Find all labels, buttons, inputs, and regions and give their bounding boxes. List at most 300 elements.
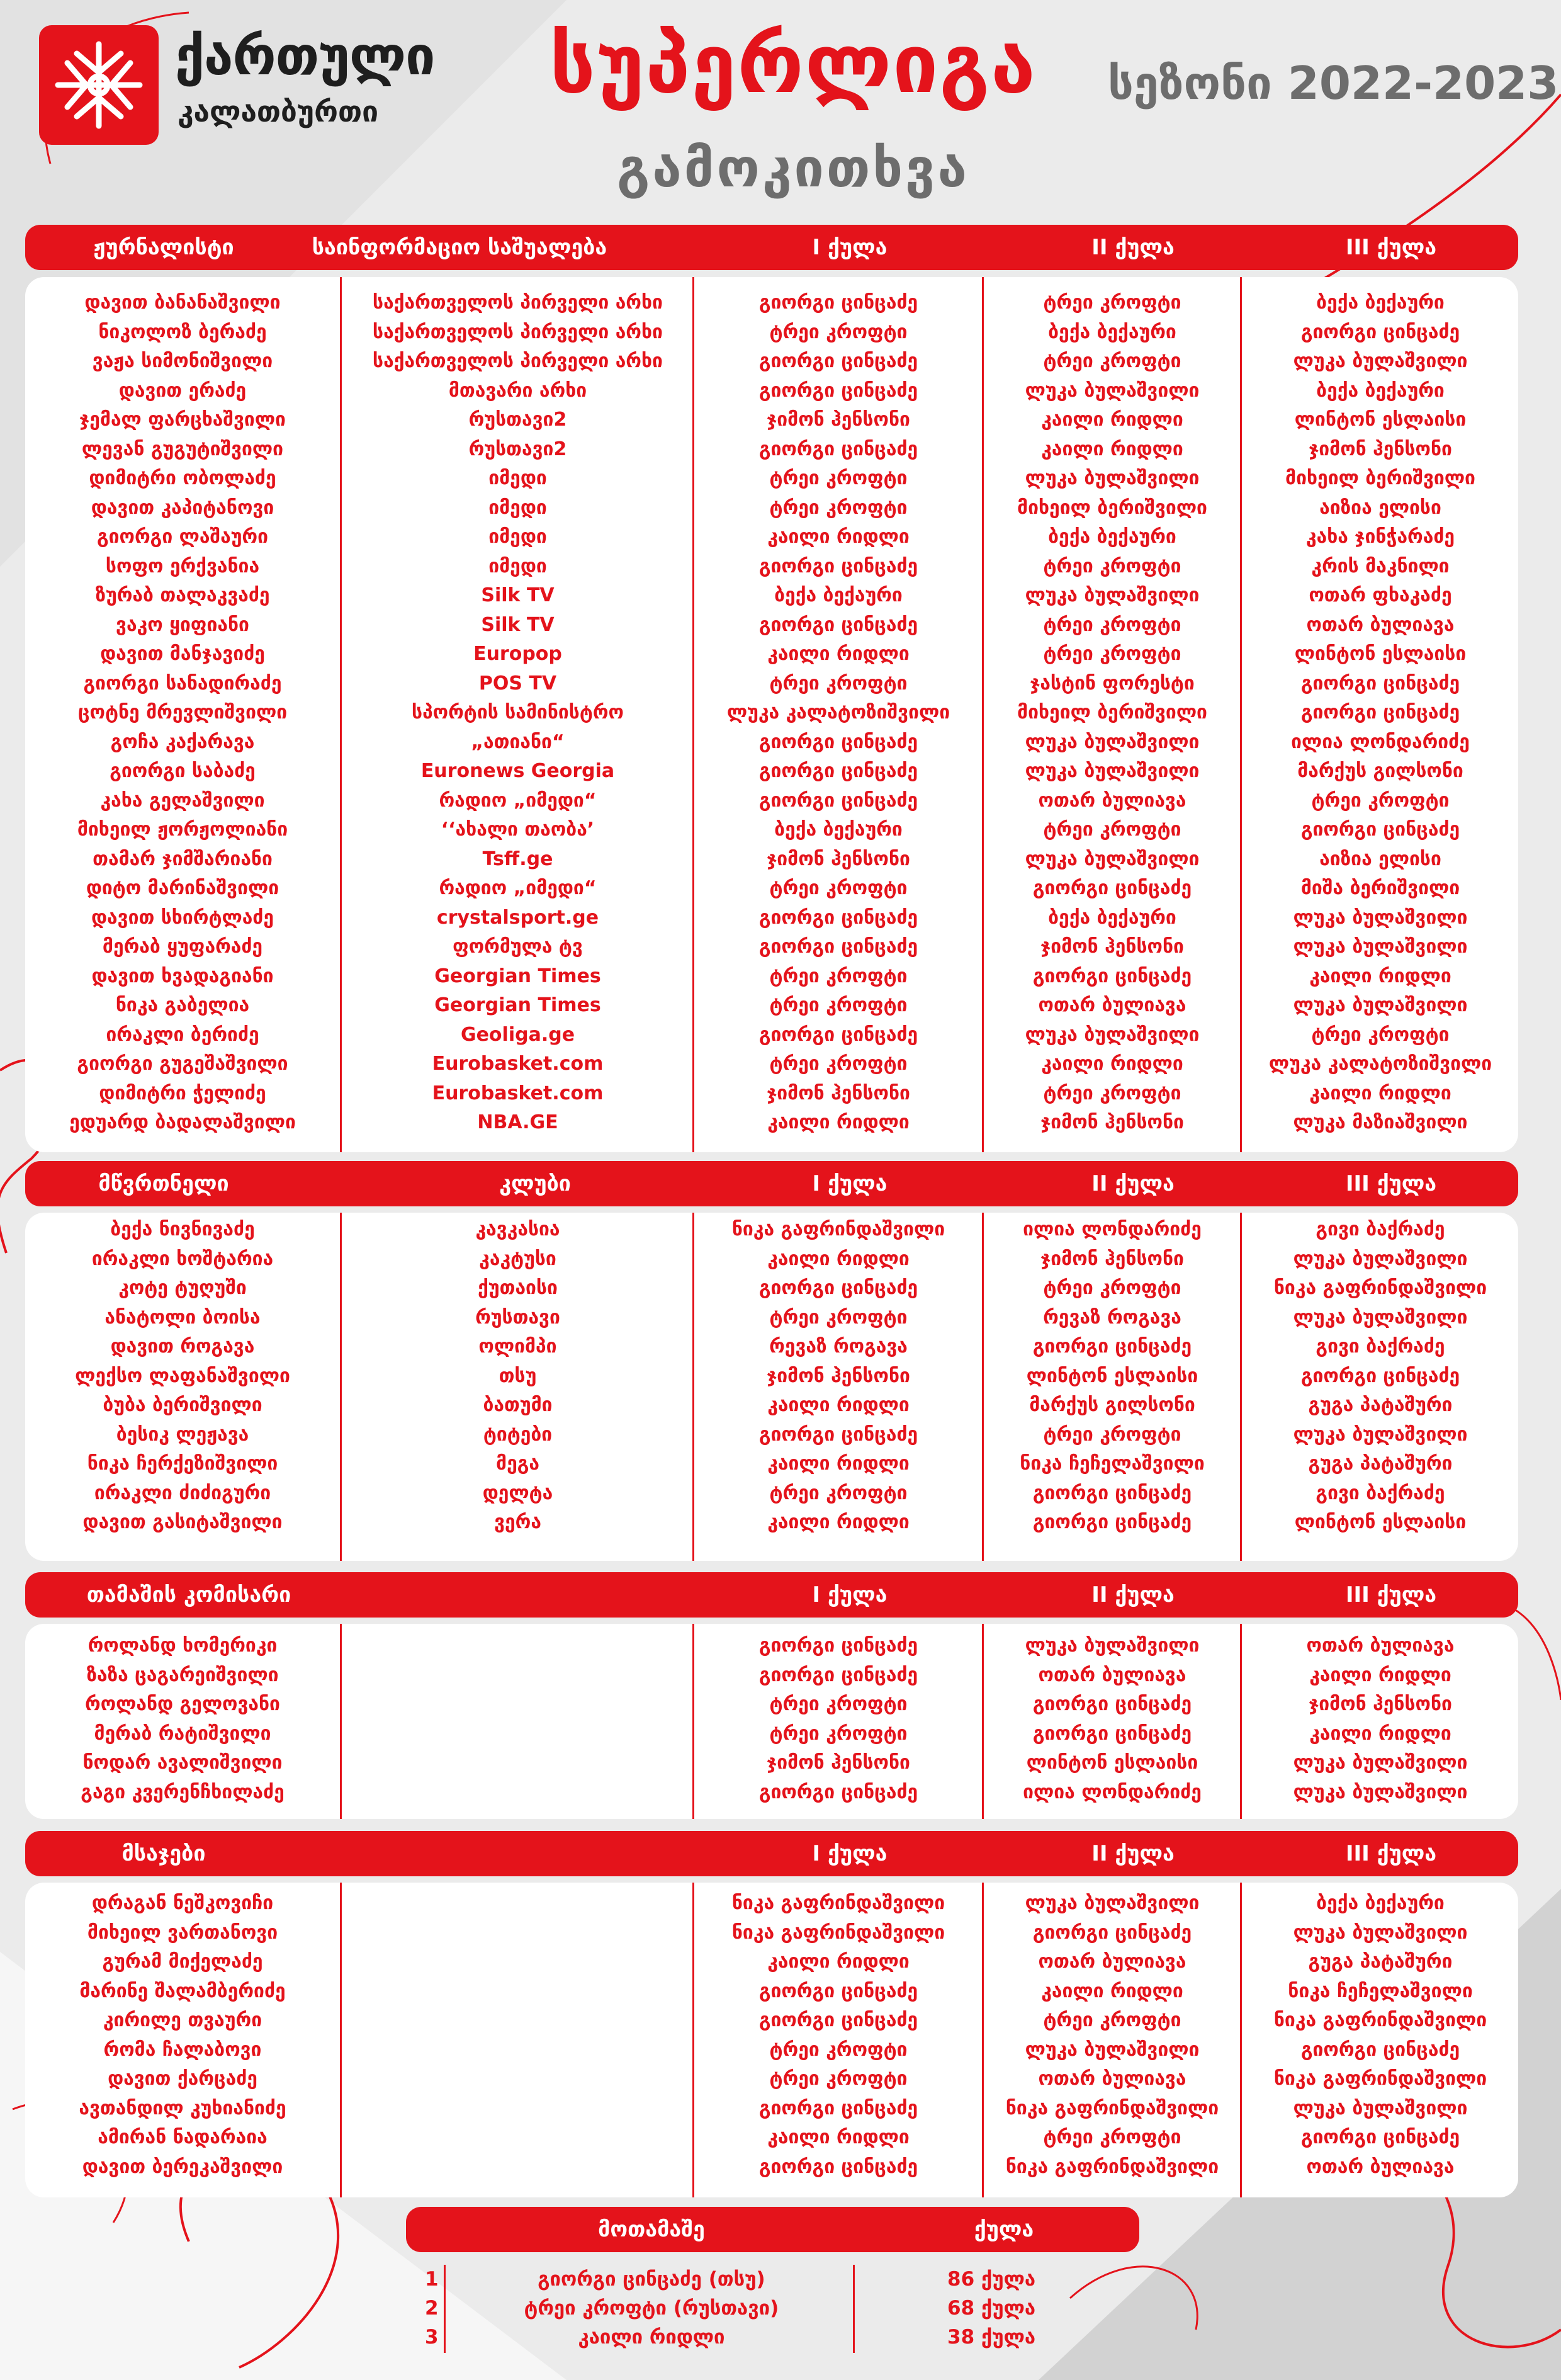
list-item: მიხეილ ბერიშვილი: [1017, 701, 1207, 723]
list-item: ვაჟა სიმონიშვილი: [92, 350, 273, 372]
list-item: დავით ხვადაგიანი: [91, 965, 274, 987]
list-item: დიმიტრი ჭელიძე: [99, 1082, 266, 1104]
list-item: ჯემალ ფარცხაშვილი: [79, 409, 286, 431]
list-item: ტრეი კროფტი: [769, 1053, 908, 1075]
header-points-1: I ქულა: [812, 235, 888, 260]
list-item: გუგა პატაშური: [1308, 1951, 1453, 1973]
list-item: ოლიმპი: [478, 1335, 557, 1357]
list-item: ოთარ ბულიავა: [1306, 2155, 1455, 2178]
list-item: ტრეი კროფტი: [769, 496, 908, 519]
list-item: კაილი რიდლი: [767, 643, 910, 665]
list-item: რადიო „იმედი“: [439, 789, 597, 812]
list-item: ბექა ბექაური: [1048, 320, 1176, 343]
list-item: ტრეი კროფტი: [769, 877, 908, 899]
list-item: გიორგი გუგეშაშვილი: [77, 1053, 288, 1075]
list-item: ლუკა ბულაშვილი: [1293, 1423, 1468, 1446]
header-coach: მწვრთნელი: [98, 1171, 229, 1196]
list-item: ბათუმი: [483, 1394, 553, 1416]
list-item: ლევან გუგუტიშვილი: [81, 438, 284, 460]
list-item: ლუკა ბულაშვილი: [1293, 1781, 1468, 1803]
list-item: ნიკა გაფრინდაშვილი: [731, 1892, 945, 1914]
list-item: რუსთავი: [475, 1306, 560, 1329]
list-item: ირაკლი ძიძიგური: [94, 1482, 271, 1504]
list-item: ჯიმონ ჰენსონი: [1040, 1111, 1184, 1133]
list-item: გიორგი ცინცაძე: [758, 906, 918, 929]
commissioners-header-bar: [25, 1572, 1518, 1618]
list-item: ლუკა ბულაშვილი: [1293, 936, 1468, 958]
list-item: კაილი რიდლი: [767, 1111, 910, 1133]
list-item: ტრეი კროფტი: [769, 1722, 908, 1745]
list-item: დავით როგავა: [110, 1335, 255, 1357]
list-item: ტრეი კროფტი: [1043, 1277, 1181, 1299]
list-item: ლუკა ბულაშვილი: [1025, 1635, 1200, 1657]
list-item: ნიკა გაფრინდაშვილი: [1005, 2155, 1219, 2178]
results-table: [406, 2265, 1035, 2353]
list-item: ლუკა ბულაშვილი: [1025, 1892, 1200, 1914]
header-points-1: I ქულა: [812, 1841, 888, 1866]
list-item: გიორგი ცინცაძე: [758, 1023, 918, 1046]
list-item: ტრეი კროფტი: [1311, 789, 1450, 812]
list-item: დავით ქარცაძე: [108, 2068, 257, 2090]
list-item: კახა ჯინჭარაძე: [1305, 526, 1455, 548]
list-item: ტრეი კროფტი: [769, 2068, 908, 2090]
list-item: ჯიმონ ჰენსონი: [1040, 936, 1184, 958]
list-item: იმედი: [488, 467, 547, 489]
journalists-header-bar: [25, 225, 1518, 270]
list-item: მეგა: [496, 1453, 539, 1475]
list-item: ლუკა მაზიაშვილი: [1293, 1111, 1468, 1133]
header-points-1: I ქულა: [812, 1582, 888, 1607]
list-item: მიშა ბერიშვილი: [1300, 877, 1460, 899]
list-item: ჯიმონ ჰენსონი: [767, 1364, 910, 1387]
list-item: ოთარ ბულიავა: [1038, 2068, 1186, 2090]
list-item: Euronews Georgia: [420, 760, 615, 782]
list-item: ილია ლონდარიძე: [1023, 1218, 1202, 1240]
list-item: გიორგი ცინცაძე: [1032, 965, 1192, 987]
list-item: აიზია ელისი: [1319, 496, 1441, 519]
header-points-2: II ქულა: [1091, 1841, 1175, 1866]
list-item: ბექა ბექაური: [774, 584, 903, 606]
list-item: გიორგი ცინცაძე: [758, 1277, 918, 1299]
list-item: გიორგი ცინცაძე: [1032, 1693, 1192, 1715]
list-item: ‘‘ახალი თაობა’: [441, 819, 595, 841]
list-item: ტრეი კროფტი: [1043, 2126, 1181, 2148]
list-item: ვერა: [494, 1511, 541, 1533]
list-item: ტრეი კროფტი: [1043, 292, 1181, 314]
list-item: გიორგი ცინცაძე: [758, 1980, 918, 2002]
list-item: კაილი რიდლი: [767, 1511, 910, 1533]
list-item: ნიკა გაფრინდაშვილი: [1005, 2097, 1219, 2119]
referee-names: [25, 1889, 340, 2182]
list-item: ოთარ ფხაკაძე: [1309, 584, 1452, 606]
list-item: გივი ბაქრაძე: [1316, 1335, 1445, 1357]
list-item: ჯიმონ ჰენსონი: [1309, 438, 1452, 460]
commissioners-panel: [25, 1624, 1518, 1819]
list-item: კაილი რიდლი: [1041, 1053, 1183, 1075]
list-item: გიორგი ცინცაძე: [758, 555, 918, 577]
list-item: ნიკა ჩერქეზიშვილი: [87, 1453, 278, 1475]
referees-panel: [25, 1883, 1518, 2197]
header-referee: მსაჯები: [121, 1841, 206, 1866]
coaches-header-bar: [25, 1161, 1518, 1206]
list-item: გიორგი ცინცაძე: [758, 292, 918, 314]
list-item: გიორგი ცინცაძე: [1032, 877, 1192, 899]
result-points: 38 ქულა: [947, 2326, 1036, 2349]
list-item: გიორგი ცინცაძე: [1300, 1364, 1460, 1387]
referee-points-1: [695, 1889, 982, 2182]
header-points-2: II ქულა: [1091, 235, 1175, 260]
header-points-3: III ქულა: [1345, 1841, 1437, 1866]
list-item: თამარ ჯიმშარიანი: [93, 847, 273, 870]
list-item: დიტო მარინაშვილი: [86, 877, 279, 899]
list-item: გივი ბაქრაძე: [1316, 1218, 1445, 1240]
header-player: მოთამაშე: [598, 2217, 705, 2242]
header-points-1: I ქულა: [812, 1171, 888, 1196]
list-item: გიორგი ცინცაძე: [758, 1781, 918, 1803]
list-item: Eurobasket.com: [432, 1082, 604, 1104]
list-item: ტრეი კროფტი: [1043, 555, 1181, 577]
list-item: ბექა ბექაური: [1316, 1892, 1445, 1914]
header-points-3: III ქულა: [1345, 235, 1437, 260]
list-item: რადიო „იმედი“: [439, 877, 597, 899]
header-journalist: ჟურნალისტი: [93, 235, 234, 260]
list-item: Geoliga.ge: [460, 1023, 575, 1046]
list-item: რევაზ როგავა: [769, 1335, 908, 1357]
list-item: კაილი რიდლი: [1041, 438, 1183, 460]
list-item: კაილი რიდლი: [1309, 965, 1451, 987]
list-item: ოთარ ბულიავა: [1038, 994, 1186, 1016]
journalist-points-3: [1243, 288, 1518, 1138]
list-item: ვაკო ყიფიანი: [116, 613, 249, 636]
list-item: POS TV: [478, 672, 557, 694]
list-item: გიორგი ცინცაძე: [758, 789, 918, 812]
page-subtitle: გამოკითხვა: [616, 137, 970, 199]
list-item: ლუკა ბულაშვილი: [1293, 994, 1468, 1016]
list-item: მერაბ ყუფარაძე: [102, 936, 263, 958]
list-item: ტრეი კროფტი: [769, 320, 908, 343]
list-item: ჯიმონ ჰენსონი: [1040, 1247, 1184, 1270]
list-item: crystalsport.ge: [436, 906, 599, 929]
list-item: Europop: [473, 643, 562, 665]
result-points: 86 ქულა: [947, 2268, 1036, 2291]
commissioner-points-1: [695, 1631, 982, 1807]
list-item: გიორგი ცინცაძე: [1300, 819, 1460, 841]
list-item: მთავარი არხი: [448, 379, 587, 402]
list-item: ტრეი კროფტი: [1043, 1082, 1181, 1104]
list-item: ტრეი კროფტი: [1043, 613, 1181, 636]
list-item: ტრეი კროფტი: [1043, 643, 1181, 665]
list-item: ლუკა ბულაშვილი: [1293, 350, 1468, 372]
list-item: Silk TV: [481, 613, 555, 636]
list-item: ქუთაისი: [478, 1277, 558, 1299]
list-item: ჯიმონ ჰენსონი: [767, 1752, 910, 1774]
list-item: კაილი რიდლი: [767, 2126, 910, 2148]
list-item: საქართველოს პირველი არხი: [373, 320, 663, 343]
journalist-points-1: [695, 288, 982, 1138]
list-item: დრაგან ნეშკოვიჩი: [91, 1892, 274, 1914]
brand-logo: [39, 25, 159, 145]
list-item: კაილი რიდლი: [767, 1247, 910, 1270]
list-item: ტრეი კროფტი: [769, 672, 908, 694]
coach-names: [25, 1215, 340, 1538]
list-item: ლუკა ბულაშვილი: [1025, 2038, 1200, 2061]
list-item: ჯიმონ ჰენსონი: [767, 1082, 910, 1104]
list-item: გიორგი ცინცაძე: [758, 1423, 918, 1446]
list-item: ირაკლი ბერიძე: [106, 1023, 259, 1046]
list-item: „ათიანი“: [471, 730, 565, 753]
list-item: ლინტონ ესლაისი: [1294, 643, 1467, 665]
list-item: ბექა ბექაური: [1316, 379, 1445, 402]
list-item: კოტე ტუღუში: [118, 1277, 247, 1299]
result-rank: 1: [425, 2268, 439, 2291]
list-item: ნიკა გაფრინდაშვილი: [1273, 1277, 1487, 1299]
list-item: მარინე შალამბერიძე: [79, 1980, 286, 2002]
list-item: ლუკა ბულაშვილი: [1025, 847, 1200, 870]
list-item: ზურაბ თალაკვაძე: [95, 584, 270, 606]
list-item: ტრეი კროფტი: [769, 2038, 908, 2061]
list-item: როლანდ გელოვანი: [85, 1693, 280, 1715]
list-item: ილია ლონდარიძე: [1291, 730, 1470, 753]
list-item: კაილი რიდლი: [1309, 1663, 1451, 1686]
list-item: გიორგი ცინცაძე: [1300, 672, 1460, 694]
result-rank: 3: [425, 2326, 439, 2349]
list-item: ტრეი კროფტი: [1043, 819, 1181, 841]
journalist-points-2: [984, 288, 1240, 1138]
list-item: გიორგი ცინცაძე: [758, 730, 918, 753]
list-item: ფორმულა ტვ: [453, 936, 583, 958]
list-item: გიორგი ცინცაძე: [758, 379, 918, 402]
list-item: ტრეი კროფტი: [769, 1306, 908, 1329]
list-item: გიორგი ცინცაძე: [758, 2009, 918, 2031]
list-item: რუსთავი2: [468, 409, 567, 431]
list-item: გოჩა კაქარავა: [110, 730, 255, 753]
list-item: ჯიმონ ჰენსონი: [767, 847, 910, 870]
list-item: გიორგი ცინცაძე: [758, 2155, 918, 2178]
list-item: ტრეი კროფტი: [1043, 1423, 1181, 1446]
list-item: ლინტონ ესლაისი: [1026, 1752, 1198, 1774]
list-item: ლუკა ბულაშვილი: [1293, 906, 1468, 929]
list-item: ანატოლი ბოისა: [104, 1306, 261, 1329]
list-item: დავით გასიტაშვილი: [82, 1511, 283, 1533]
header-points: ქულა: [974, 2217, 1034, 2242]
list-item: ნიკა გაფრინდაშვილი: [1273, 2009, 1487, 2031]
list-item: ოთარ ბულიავა: [1038, 1663, 1186, 1686]
list-item: ილია ლონდარიძე: [1023, 1781, 1202, 1803]
list-item: მიხეილ ვართანოვი: [87, 1921, 278, 1944]
list-item: ჯიმონ ჰენსონი: [1309, 1693, 1452, 1715]
list-item: ნოდარ ავალიშვილი: [82, 1752, 283, 1774]
list-item: კაილი რიდლი: [767, 1394, 910, 1416]
list-item: ნიკა გაფრინდაშვილი: [1273, 2068, 1487, 2090]
list-item: გიორგი ცინცაძე: [1032, 1511, 1192, 1533]
list-item: მარქუს გილსონი: [1297, 760, 1463, 782]
list-item: ნიკა გაბელია: [115, 994, 250, 1016]
list-item: გიორგი ცინცაძე: [758, 1663, 918, 1686]
list-item: მიხეილ ჟორჟოლიანი: [77, 819, 288, 841]
list-item: Tsff.ge: [482, 847, 553, 870]
list-item: გიორგი ცინცაძე: [758, 1635, 918, 1657]
list-item: ნიკა გაფრინდაშვილი: [731, 1218, 945, 1240]
list-item: სოფო ერქვანია: [105, 555, 260, 577]
brand-subtitle: კალათბურთი: [178, 94, 379, 128]
list-item: აიზია ელისი: [1319, 847, 1441, 870]
list-item: ლინტონ ესლაისი: [1026, 1364, 1198, 1387]
list-item: დავით ბერეკაშვილი: [82, 2155, 283, 2178]
list-item: კაილი რიდლი: [1309, 1722, 1451, 1745]
coach-points-1: [695, 1215, 982, 1538]
list-item: დავით კაპიტანოვი: [91, 496, 274, 519]
list-item: ბესიკ ლეჟავა: [116, 1423, 249, 1446]
list-item: ლუკა ბულაშვილი: [1293, 1752, 1468, 1774]
list-item: გიორგი ცინცაძე: [1300, 701, 1460, 723]
list-item: ედუარდ ბადალაშვილი: [69, 1111, 296, 1133]
list-item: NBA.GE: [477, 1111, 558, 1133]
list-item: ოთარ ბულიავა: [1038, 789, 1186, 812]
header-media: საინფორმაციო საშუალება: [312, 235, 607, 260]
list-item: დელტა: [482, 1482, 553, 1504]
page-title: სუპერლიგა: [549, 18, 1037, 111]
list-item: ლინტონ ესლაისი: [1294, 1511, 1467, 1533]
list-item: გიორგი ცინცაძე: [1032, 1921, 1192, 1944]
list-item: გიორგი ცინცაძე: [758, 2097, 918, 2119]
list-item: დავით ერაძე: [118, 379, 247, 402]
list-item: ლუკა ბულაშვილი: [1025, 760, 1200, 782]
list-item: კაილი რიდლი: [767, 526, 910, 548]
list-item: ცოტნე მრევლიშვილი: [77, 701, 288, 723]
list-item: ტრეი კროფტი: [769, 1693, 908, 1715]
list-item: ტრეი კროფტი: [769, 1482, 908, 1504]
list-item: Eurobasket.com: [432, 1053, 604, 1075]
list-item: გიორგი ცინცაძე: [1300, 2038, 1460, 2061]
list-item: ტრეი კროფტი: [769, 965, 908, 987]
list-item: ლუკა ბულაშვილი: [1293, 1921, 1468, 1944]
list-item: მიხეილ ბერიშვილი: [1285, 467, 1475, 489]
list-item: სპორტის სამინისტრო: [412, 701, 624, 723]
list-item: ოთარ ბულიავა: [1306, 1635, 1455, 1657]
list-item: ლუკა ბულაშვილი: [1025, 379, 1200, 402]
list-item: როლანდ ხომერიკი: [87, 1635, 278, 1657]
list-item: გიორგი ცინცაძე: [1032, 1722, 1192, 1745]
list-item: მიხეილ ბერიშვილი: [1017, 496, 1207, 519]
list-item: კაილი რიდლი: [1041, 409, 1183, 431]
result-points: 68 ქულა: [947, 2297, 1036, 2320]
list-item: ავთანდილ კუხიანიძე: [79, 2097, 286, 2119]
header-points-2: II ქულა: [1091, 1171, 1175, 1196]
list-item: კაილი რიდლი: [1041, 1980, 1183, 2002]
list-item: გივი ბაქრაძე: [1316, 1482, 1445, 1504]
list-item: კაილი რიდლი: [1309, 1082, 1451, 1104]
list-item: ბექა ნივნივაძე: [110, 1218, 255, 1240]
list-item: ლექსო ლაფანაშვილი: [75, 1364, 290, 1387]
list-item: მარქუს გილსონი: [1029, 1394, 1195, 1416]
list-item: ნიკა ჩეჩელაშვილი: [1288, 1980, 1473, 2002]
coach-clubs: [343, 1215, 692, 1538]
journalist-media: [343, 288, 692, 1138]
list-item: ლუკა კალატოზიშვილი: [726, 701, 950, 723]
list-item: ლუკა ბულაშვილი: [1025, 1023, 1200, 1046]
list-item: გიორგი ცინცაძე: [758, 613, 918, 636]
list-item: ტრეი კროფტი: [1043, 2009, 1181, 2031]
list-item: ამირან ნადარაია: [98, 2126, 268, 2148]
list-item: კაკტუსი: [479, 1247, 556, 1270]
result-player: კაილი რიდლი: [578, 2326, 725, 2349]
list-item: ტრეი კროფტი: [1043, 350, 1181, 372]
list-item: საქართველოს პირველი არხი: [373, 350, 663, 372]
list-item: ლუკა ბულაშვილი: [1293, 1306, 1468, 1329]
list-item: გიორგი ცინცაძე: [1032, 1482, 1192, 1504]
brand-name: ქართული: [175, 25, 435, 87]
list-item: ჯიმონ ჰენსონი: [767, 409, 910, 431]
list-item: გურამ მიქელაძე: [102, 1951, 263, 1973]
list-item: გუგა პატაშური: [1308, 1394, 1453, 1416]
list-item: ჯასტინ ფორესტი: [1030, 672, 1195, 694]
list-item: ბექა ბექაური: [774, 819, 903, 841]
list-item: ბუბა ბერიშვილი: [103, 1394, 262, 1416]
list-item: ტრეი კროფტი: [769, 994, 908, 1016]
results-header-bar: [406, 2207, 1139, 2252]
list-item: ბექა ბექაური: [1048, 526, 1176, 548]
list-item: გიორგი ცინცაძე: [1300, 320, 1460, 343]
list-item: ლინტონ ესლაისი: [1294, 409, 1467, 431]
list-item: გიორგი ცინცაძე: [758, 438, 918, 460]
list-item: რომა ჩალაბოვი: [103, 2038, 262, 2061]
result-rank: 2: [425, 2297, 439, 2320]
list-item: ბექა ბექაური: [1048, 906, 1176, 929]
list-item: ოთარ ბულიავა: [1306, 613, 1455, 636]
referees-header-bar: [25, 1831, 1518, 1876]
list-item: რევაზ როგავა: [1043, 1306, 1181, 1329]
list-item: ლუკა ბულაშვილი: [1025, 584, 1200, 606]
list-item: თსუ: [499, 1364, 537, 1387]
list-item: დავით მანჯავიძე: [100, 643, 265, 665]
list-item: ლუკა კალატოზიშვილი: [1268, 1053, 1492, 1075]
header-points-3: III ქულა: [1345, 1582, 1437, 1607]
georgian-ornament-icon: [39, 25, 159, 145]
list-item: გაგი კვერენჩხილაძე: [81, 1781, 285, 1803]
list-item: ნიკოლოზ ბერაძე: [98, 320, 267, 343]
header-points-2: II ქულა: [1091, 1582, 1175, 1607]
list-item: ტრეი კროფტი: [769, 467, 908, 489]
list-item: გიორგი საბაძე: [110, 760, 256, 782]
list-item: საქართველოს პირველი არხი: [373, 292, 663, 314]
list-item: ზაზა ცაგარეიშვილი: [86, 1663, 279, 1686]
list-item: გიორგი სანადირაძე: [83, 672, 282, 694]
list-item: გუგა პატაშური: [1308, 1453, 1453, 1475]
coaches-panel: [25, 1213, 1518, 1561]
list-item: ტიტები: [483, 1423, 553, 1446]
list-item: ოთარ ბულიავა: [1038, 1951, 1186, 1973]
list-item: Georgian Times: [434, 994, 601, 1016]
list-item: კავკასია: [475, 1218, 560, 1240]
list-item: კირილე თვაური: [103, 2009, 262, 2031]
list-item: რუსთავი2: [468, 438, 567, 460]
list-item: ბექა ბექაური: [1316, 292, 1445, 314]
list-item: ლუკა ბულაშვილი: [1293, 2097, 1468, 2119]
list-item: გიორგი ცინცაძე: [1032, 1335, 1192, 1357]
list-item: გიორგი ცინცაძე: [1300, 2126, 1460, 2148]
referee-points-3: [1243, 1889, 1518, 2182]
list-item: იმედი: [488, 496, 547, 519]
season-label: სეზონი 2022-2023: [1108, 57, 1559, 110]
list-item: გიორგი ცინცაძე: [758, 350, 918, 372]
coach-points-3: [1243, 1215, 1518, 1538]
list-item: ლუკა ბულაშვილი: [1025, 730, 1200, 753]
header-commissioner: თამაშის კომისარი: [86, 1582, 291, 1607]
list-item: კაილი რიდლი: [767, 1951, 910, 1973]
list-item: ლუკა ბულაშვილი: [1293, 1247, 1468, 1270]
header-points-3: III ქულა: [1345, 1171, 1437, 1196]
commissioner-points-2: [984, 1631, 1240, 1807]
